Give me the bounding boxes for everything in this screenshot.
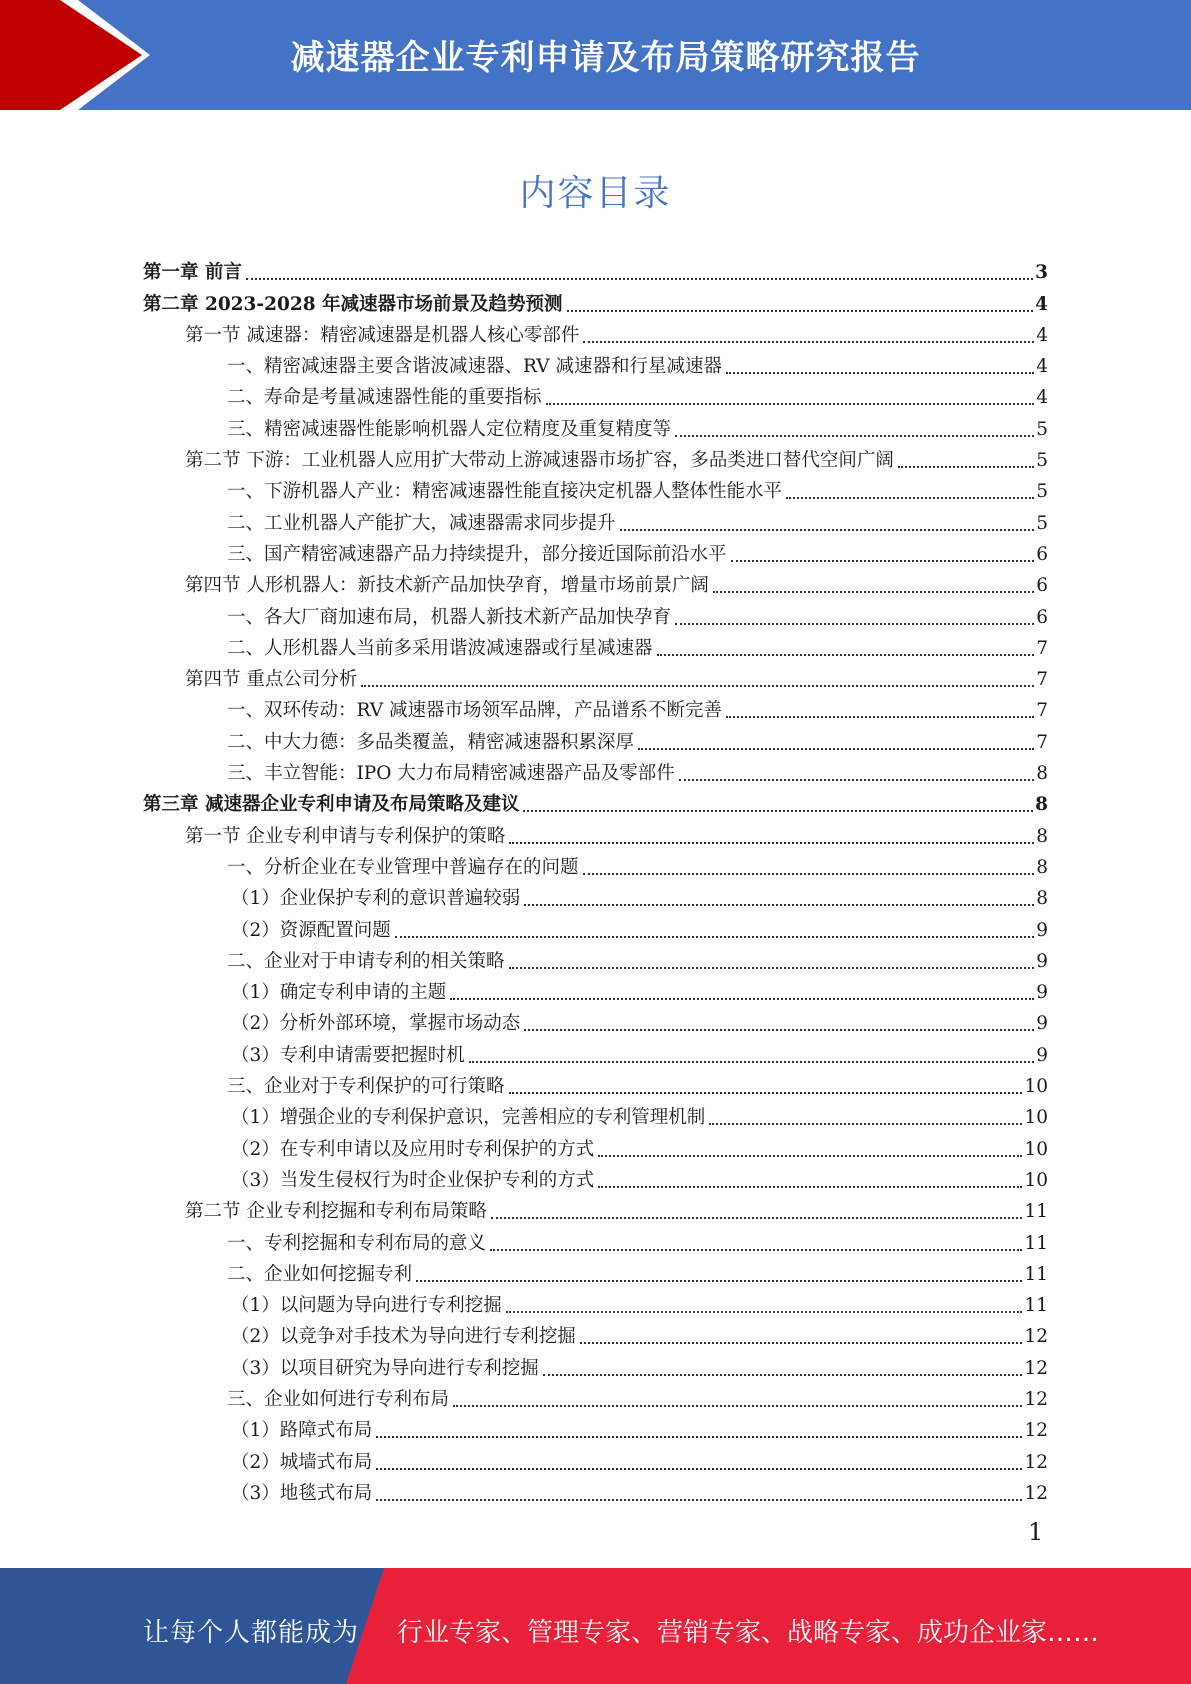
- toc-entry[interactable]: [143, 723, 1048, 754]
- toc-leader-dots: [620, 529, 1035, 531]
- toc-entry-title: 二、企业对于申请专利的相关策略: [227, 950, 505, 972]
- toc-entry[interactable]: [143, 567, 1048, 598]
- toc-entry-page: 12: [1024, 1482, 1048, 1504]
- toc-entry-page: 3: [1035, 262, 1048, 284]
- toc-entry[interactable]: [143, 317, 1048, 348]
- toc-leader-dots: [453, 1405, 1022, 1407]
- toc-entry[interactable]: [143, 285, 1048, 316]
- toc-entry-page: 9: [1036, 919, 1048, 941]
- toc-heading: 内容目录: [519, 173, 672, 214]
- toc-entry-title: 三、丰立智能：IPO 大力布局精密减速器产品及零部件: [227, 763, 675, 785]
- toc-leader-dots: [509, 967, 1035, 969]
- toc-entry-title: 二、寿命是考量减速器性能的重要指标: [227, 387, 542, 409]
- toc-entry-title: 第二章 2023-2028 年减速器市场前景及趋势预测: [143, 293, 563, 315]
- toc-entry[interactable]: [143, 630, 1048, 661]
- toc-entry[interactable]: [143, 1224, 1048, 1255]
- toc-entry-page: 4: [1036, 387, 1048, 409]
- toc-entry[interactable]: [143, 504, 1048, 535]
- toc-entry-title: （3）当发生侵权行为时企业保护专利的方式: [231, 1169, 595, 1191]
- toc-leader-dots: [506, 1311, 1023, 1313]
- toc-entry-page: 8: [1036, 888, 1048, 910]
- toc-entry-page: 5: [1036, 481, 1048, 503]
- toc-entry-title: （2）分析外部环境，掌握市场动态: [231, 1013, 521, 1035]
- toc-entry-page: 8: [1036, 825, 1048, 847]
- toc-entry-title: （1）确定专利申请的主题: [231, 982, 447, 1004]
- toc-entry[interactable]: [143, 1193, 1048, 1224]
- toc-leader-dots: [679, 779, 1034, 781]
- toc-entry-title: （2）城墙式布局: [231, 1451, 373, 1473]
- header-band: [0, 0, 1191, 110]
- toc-entry-title: 二、中大力德：多品类覆盖，精密减速器积累深厚: [227, 731, 635, 753]
- toc-entry-page: 12: [1024, 1420, 1048, 1442]
- toc-leader-dots: [583, 873, 1035, 875]
- toc-leader-dots: [469, 1061, 1034, 1063]
- toc-entry[interactable]: [143, 1256, 1048, 1287]
- toc-entry[interactable]: [143, 1130, 1048, 1161]
- toc-entry-page: 11: [1024, 1263, 1048, 1285]
- toc-leader-dots: [376, 1499, 1022, 1501]
- toc-entry-title: 一、下游机器人产业：精密减速器性能直接决定机器人整体性能水平: [227, 481, 783, 503]
- toc-leader-dots: [509, 842, 1034, 844]
- toc-entry[interactable]: [143, 1443, 1048, 1474]
- toc-entry-title: 第二节 下游：工业机器人应用扩大带动上游减速器市场扩容，多品类进口替代空间广阔: [185, 450, 894, 472]
- toc-entry[interactable]: [143, 817, 1048, 848]
- toc-entry-title: （3）地毯式布局: [231, 1482, 373, 1504]
- toc-leader-dots: [567, 310, 1034, 312]
- toc-entry[interactable]: [143, 1318, 1048, 1349]
- toc-leader-dots: [638, 748, 1034, 750]
- footer-slogan-left: 让每个人都能成为: [143, 1618, 360, 1648]
- toc-leader-dots: [376, 1436, 1022, 1438]
- toc-entry[interactable]: [143, 598, 1048, 629]
- toc-entry-page: 8: [1036, 856, 1048, 878]
- toc-entry[interactable]: [143, 911, 1048, 942]
- toc-entry[interactable]: [143, 442, 1048, 473]
- toc-entry-page: 11: [1024, 1201, 1048, 1223]
- toc-entry-page: 9: [1036, 1013, 1048, 1035]
- toc-leader-dots: [709, 1123, 1022, 1125]
- table-of-contents: [143, 254, 1048, 1506]
- toc-entry[interactable]: [143, 786, 1048, 817]
- toc-entry-title: 三、精密减速器性能影响机器人定位精度及重复精度等: [227, 418, 672, 440]
- toc-entry[interactable]: [143, 1099, 1048, 1130]
- toc-entry-page: 10: [1024, 1169, 1048, 1191]
- toc-leader-dots: [543, 1374, 1023, 1376]
- toc-leader-dots: [898, 466, 1034, 468]
- toc-entry-page: 7: [1036, 731, 1048, 753]
- toc-entry-title: 一、精密减速器主要含谐波减速器、RV 减速器和行星减速器: [227, 356, 723, 378]
- toc-leader-dots: [657, 654, 1035, 656]
- toc-entry-page: 11: [1024, 1295, 1048, 1317]
- toc-entry[interactable]: [143, 254, 1048, 285]
- toc-leader-dots: [726, 372, 1034, 374]
- toc-entry-title: 二、人形机器人当前多采用谐波减速器或行星减速器: [227, 637, 653, 659]
- toc-entry[interactable]: [143, 849, 1048, 880]
- toc-entry[interactable]: [143, 974, 1048, 1005]
- toc-entry-page: 6: [1036, 543, 1048, 565]
- toc-entry-page: 5: [1036, 418, 1048, 440]
- toc-entry-page: 8: [1035, 794, 1048, 816]
- toc-entry-title: 三、企业对于专利保护的可行策略: [227, 1076, 505, 1098]
- toc-entry-page: 4: [1035, 293, 1048, 315]
- toc-leader-dots: [490, 1249, 1022, 1251]
- toc-leader-dots: [509, 1092, 1023, 1094]
- toc-entry-page: 10: [1024, 1107, 1048, 1129]
- toc-entry-title: 一、双环传动：RV 减速器市场领军品牌，产品谱系不断完善: [227, 700, 723, 722]
- toc-entry-page: 7: [1036, 700, 1048, 722]
- toc-entry-page: 7: [1036, 669, 1048, 691]
- toc-leader-dots: [246, 278, 1033, 280]
- toc-entry[interactable]: [143, 379, 1048, 410]
- toc-entry-page: 4: [1036, 356, 1048, 378]
- toc-entry[interactable]: [143, 473, 1048, 504]
- toc-entry-title: 一、专利挖掘和专利布局的意义: [227, 1232, 487, 1254]
- toc-entry[interactable]: [143, 536, 1048, 567]
- toc-entry-page: 11: [1024, 1232, 1048, 1254]
- toc-leader-dots: [675, 435, 1034, 437]
- toc-entry-page: 6: [1036, 575, 1048, 597]
- toc-leader-dots: [598, 1186, 1022, 1188]
- toc-entry-title: （1）增强企业的专利保护意识，完善相应的专利管理机制: [231, 1107, 706, 1129]
- toc-entry-page: 10: [1024, 1138, 1048, 1160]
- toc-entry[interactable]: [143, 1068, 1048, 1099]
- toc-entry[interactable]: [143, 692, 1048, 723]
- page-number: 1: [1028, 1518, 1044, 1546]
- toc-entry-page: 12: [1024, 1388, 1048, 1410]
- toc-entry[interactable]: [143, 1036, 1048, 1067]
- toc-leader-dots: [523, 810, 1033, 812]
- toc-entry[interactable]: [143, 755, 1048, 786]
- toc-leader-dots: [416, 1280, 1022, 1282]
- toc-entry-title: 一、分析企业在专业管理中普遍存在的问题: [227, 856, 579, 878]
- toc-entry[interactable]: [143, 1005, 1048, 1036]
- toc-entry-title: （2）以竞争对手技术为导向进行专利挖掘: [231, 1326, 576, 1348]
- toc-entry[interactable]: [143, 1381, 1048, 1412]
- toc-entry-title: 二、工业机器人产能扩大，减速器需求同步提升: [227, 512, 616, 534]
- toc-entry[interactable]: [143, 1475, 1048, 1506]
- toc-entry-title: 第一节 减速器：精密减速器是机器人核心零部件: [185, 324, 580, 346]
- toc-entry-title: （3）以项目研究为导向进行专利挖掘: [231, 1357, 539, 1379]
- toc-leader-dots: [583, 341, 1034, 343]
- toc-leader-dots: [598, 1155, 1022, 1157]
- toc-entry-title: （1）路障式布局: [231, 1420, 373, 1442]
- toc-leader-dots: [675, 623, 1034, 625]
- toc-entry[interactable]: [143, 1162, 1048, 1193]
- toc-leader-dots: [524, 904, 1034, 906]
- toc-entry-title: 第四节 人形机器人：新技术新产品加快孕育，增量市场前景广阔: [185, 575, 709, 597]
- toc-entry[interactable]: [143, 880, 1048, 911]
- toc-entry-page: 9: [1036, 950, 1048, 972]
- toc-entry-title: （1）企业保护专利的意识普遍较弱: [231, 888, 521, 910]
- toc-entry-page: 8: [1036, 763, 1048, 785]
- toc-entry-title: 第一节 企业专利申请与专利保护的策略: [185, 825, 506, 847]
- toc-leader-dots: [713, 591, 1034, 593]
- toc-leader-dots: [361, 685, 1034, 687]
- toc-entry-page: 9: [1036, 982, 1048, 1004]
- toc-entry-page: 5: [1036, 512, 1048, 534]
- toc-entry-page: 6: [1036, 606, 1048, 628]
- toc-entry[interactable]: [143, 1287, 1048, 1318]
- toc-entry[interactable]: [143, 1412, 1048, 1443]
- toc-entry-title: 一、各大厂商加速布局，机器人新技术新产品加快孕育: [227, 606, 672, 628]
- toc-entry-title: 第二节 企业专利挖掘和专利布局策略: [185, 1201, 487, 1223]
- toc-leader-dots: [731, 560, 1035, 562]
- toc-entry-page: 5: [1036, 450, 1048, 472]
- toc-entry-page: 12: [1024, 1451, 1048, 1473]
- toc-entry-title: （2）在专利申请以及应用时专利保护的方式: [231, 1138, 595, 1160]
- toc-entry-title: 二、企业如何挖掘专利: [227, 1263, 413, 1285]
- toc-entry-page: 12: [1024, 1326, 1048, 1348]
- toc-leader-dots: [546, 403, 1035, 405]
- toc-entry-title: 第四节 重点公司分析: [185, 669, 358, 691]
- toc-entry[interactable]: [143, 943, 1048, 974]
- toc-leader-dots: [726, 716, 1034, 718]
- toc-leader-dots: [491, 1217, 1023, 1219]
- toc-leader-dots: [786, 497, 1034, 499]
- toc-entry-page: 9: [1036, 1044, 1048, 1066]
- toc-leader-dots: [450, 998, 1034, 1000]
- toc-entry-page: 7: [1036, 637, 1048, 659]
- toc-entry-page: 10: [1024, 1076, 1048, 1098]
- footer-band: [0, 1568, 1191, 1684]
- toc-entry-title: 第一章 前言: [143, 262, 242, 284]
- toc-entry-title: （3）专利申请需要把握时机: [231, 1044, 465, 1066]
- toc-entry[interactable]: [143, 348, 1048, 379]
- toc-entry-title: 三、企业如何进行专利布局: [227, 1388, 450, 1410]
- toc-entry-title: （1）以问题为导向进行专利挖掘: [231, 1295, 502, 1317]
- report-title: 减速器企业专利申请及布局策略研究报告: [290, 38, 921, 78]
- toc-entry[interactable]: [143, 1349, 1048, 1380]
- toc-leader-dots: [395, 936, 1034, 938]
- toc-leader-dots: [580, 1342, 1023, 1344]
- toc-leader-dots: [376, 1468, 1022, 1470]
- toc-entry-page: 12: [1024, 1357, 1048, 1379]
- toc-entry-title: 第三章 减速器企业专利申请及布局策略及建议: [143, 794, 520, 816]
- footer-slogan-right: 行业专家、管理专家、营销专家、战略专家、成功企业家……: [397, 1618, 1100, 1648]
- toc-entry-page: 4: [1036, 324, 1048, 346]
- toc-entry[interactable]: [143, 661, 1048, 692]
- toc-entry-title: （2）资源配置问题: [231, 919, 391, 941]
- toc-entry[interactable]: [143, 410, 1048, 441]
- toc-entry-title: 三、国产精密减速器产品力持续提升，部分接近国际前沿水平: [227, 543, 727, 565]
- toc-leader-dots: [524, 1029, 1034, 1031]
